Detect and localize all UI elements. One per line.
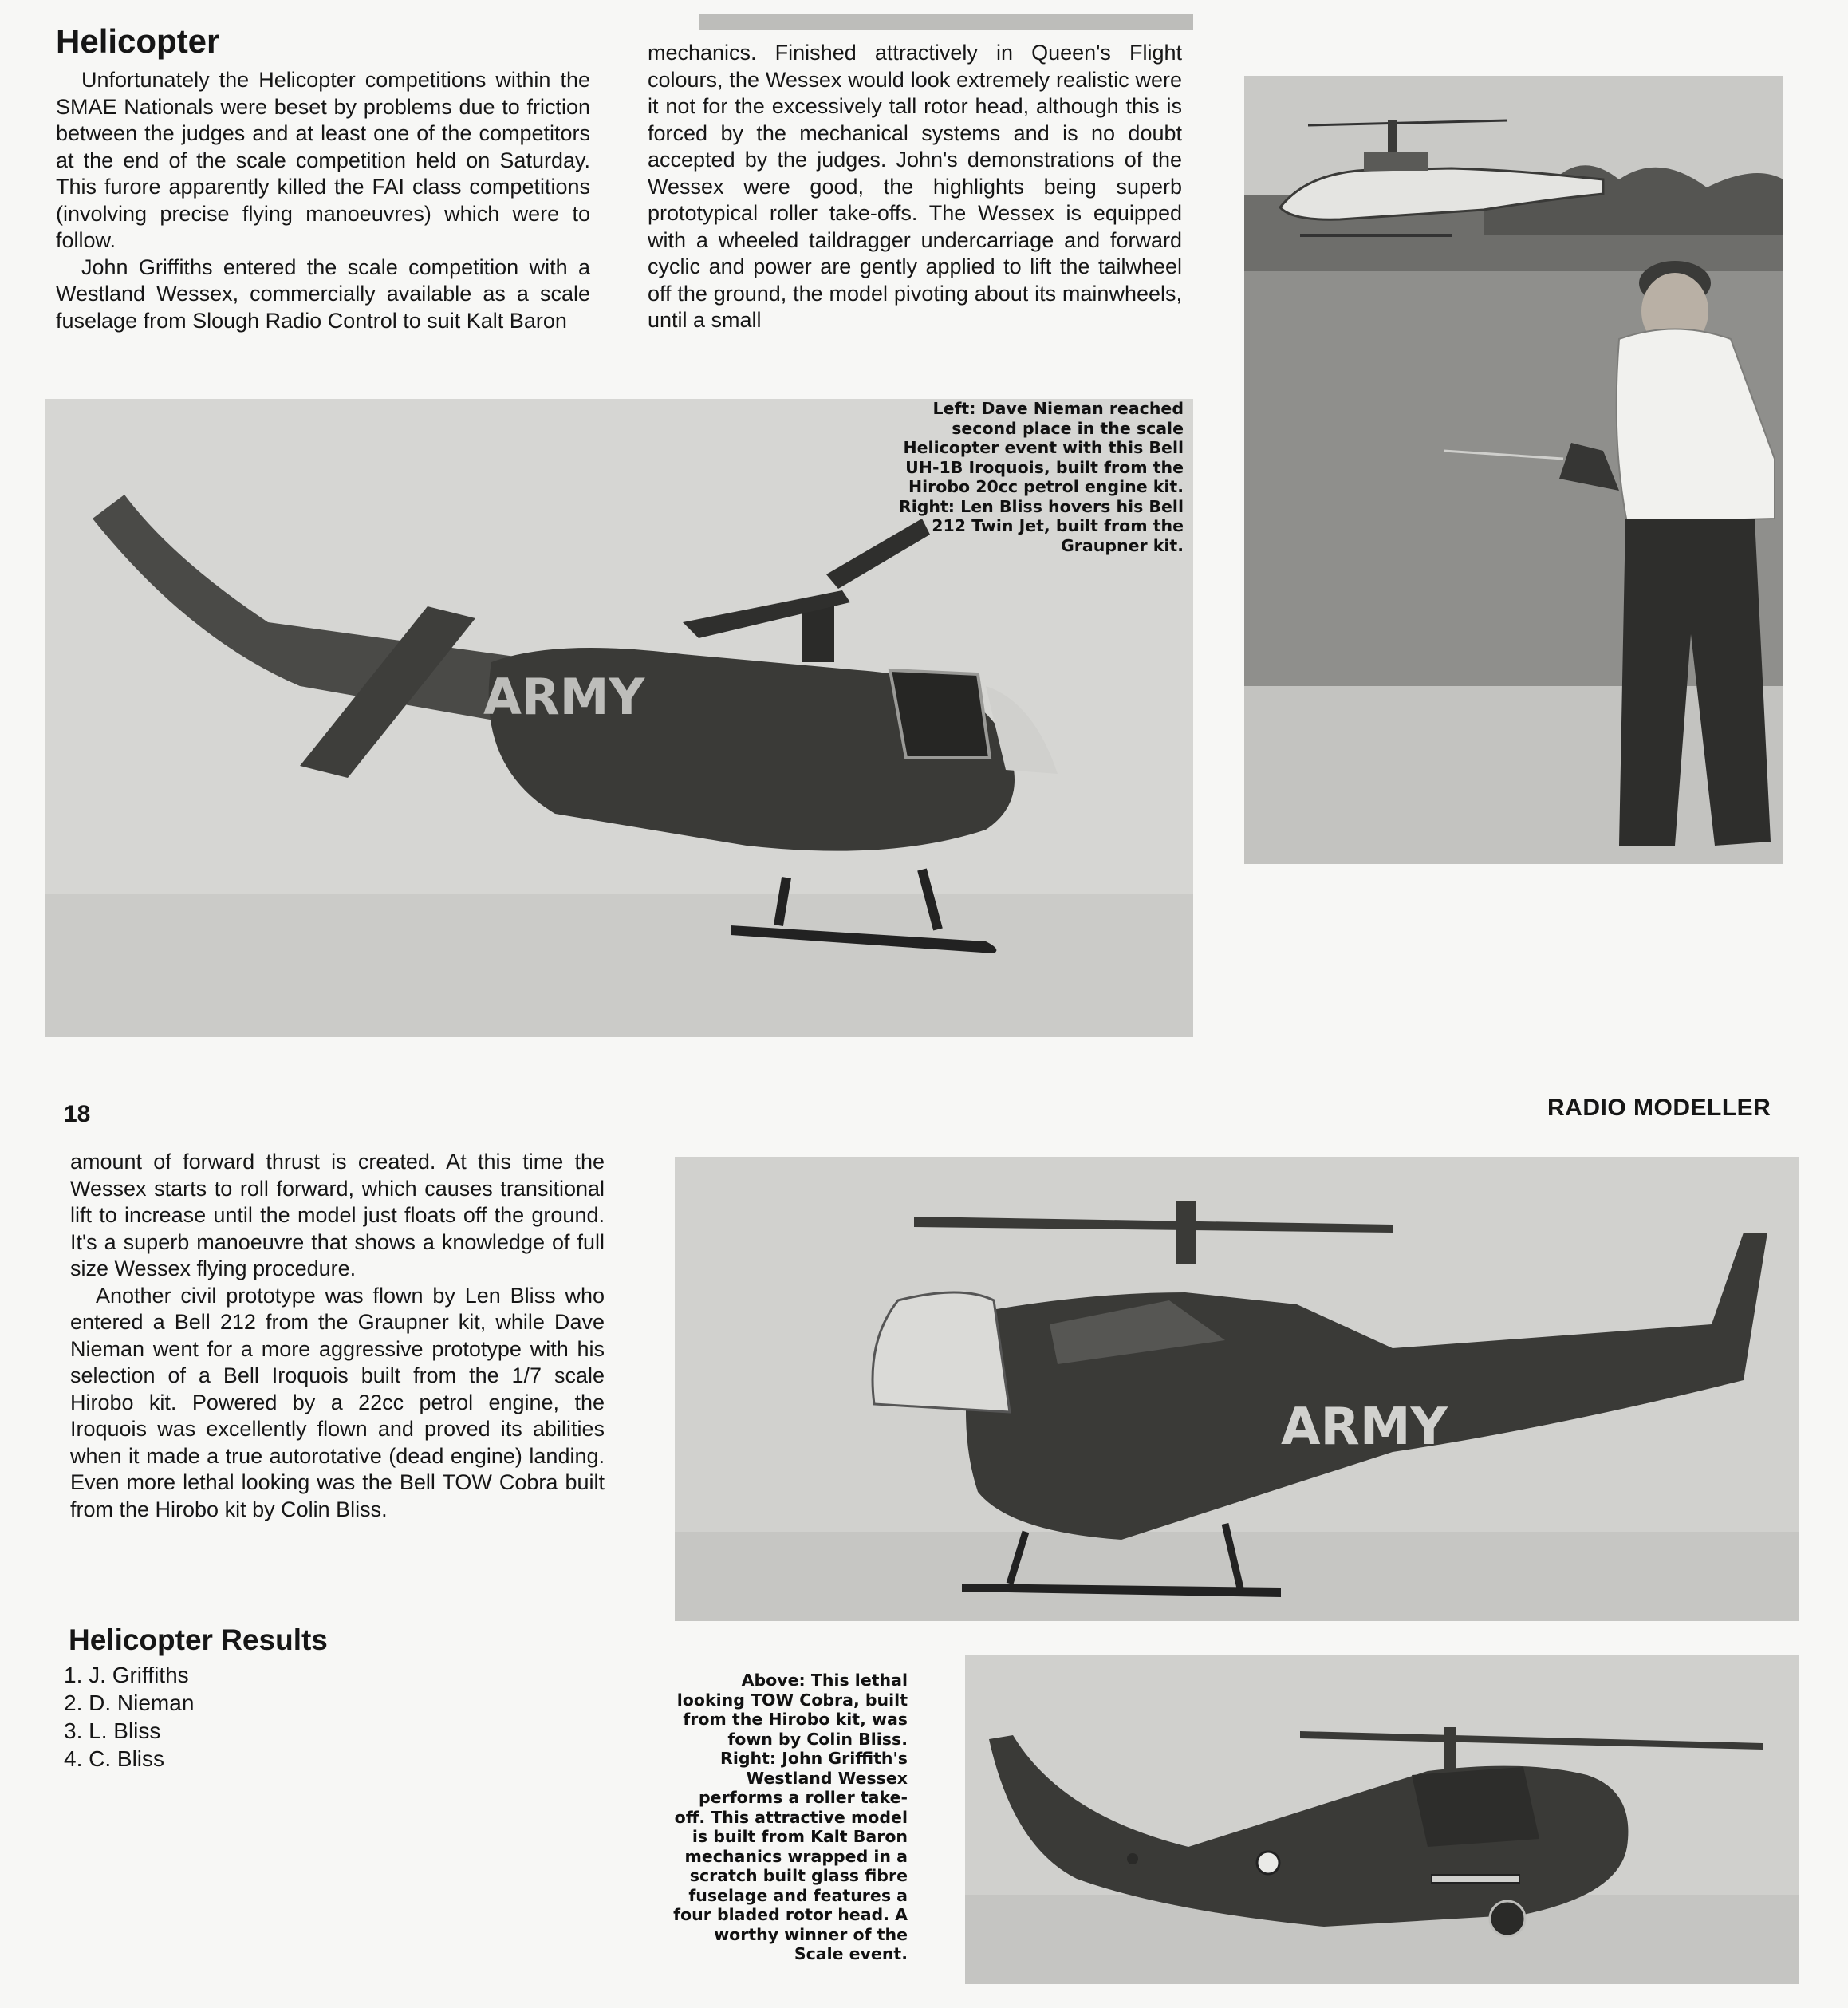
article-column-2 (648, 40, 1182, 334)
photo-tow-cobra (675, 1157, 1799, 1621)
magazine-title: RADIO MODELLER (1547, 1095, 1771, 1121)
result-item: 3. L. Bliss (64, 1718, 161, 1743)
article-column-1 (56, 67, 590, 334)
results-list (64, 1661, 194, 1773)
caption-top: Left: Dave Nieman reached second place in the scale Helicopter event with this Bell UH-1B Iroquois, built from the Hirobo 20cc petrol engine kit. Right: Len Bliss hovers his Bell 212 Twin Jet, built from the Graupner kit. (898, 399, 1184, 555)
result-item: 2. D. Nieman (64, 1690, 195, 1715)
photo-bell-212-pilot (1244, 76, 1783, 864)
photo-wessex-image (965, 1655, 1799, 1984)
paragraph: mechanics. Finished attractively in Queen's Flight colours, the Wessex would look extremely realistic were it not for the excessively tall rotor head, although this is forced by the mechanical systems and is no doubt accepted by the judges. John's demonstrations of the Wessex were good, the highlights being superb prototypical roller take-offs. The Wessex is equipped with a wheeled taildragger undercarriage and forward cyclic and power are gently applied to lift the tailwheel off the ground, the model pivoting about its mainwheels, until a small (648, 41, 1182, 332)
paragraph: Unfortunately the Helicopter competitions within the SMAE Nationals were beset by problems due to friction between the judges and at least one of the competitors at the end of the scale competition held on Saturday. This furore apparently killed the FAI class competitions (involving precise flying manoeuvres) which were to follow. (56, 68, 590, 252)
caption-bottom: Above: This lethal looking TOW Cobra, built from the Hirobo kit, was fown by Colin Bliss. Right: John Griffith's Westland Wessex performs a roller take-off. This attractive model is built from Kalt Baron mechanics wrapped in a scratch built glass fibre fuselage and features a four bladed rotor head. A worthy winner of the Scale event. (673, 1671, 908, 1963)
photo-westland-wessex (965, 1655, 1799, 1984)
paragraph: John Griffiths entered the scale competition with a Westland Wessex, commercially available as a scale fuselage from Slough Radio Control to suit Kalt Baron (56, 254, 590, 333)
photo-strip-top (699, 14, 1193, 30)
paragraph: Another civil prototype was flown by Len Bliss who entered a Bell 212 from the Graupner kit, while Dave Nieman went for a more aggressive prototype with his selection of a Bell Iroquois built from the 1/7 scale Hirobo kit. Powered by a 22cc petrol engine, the Iroquois was excellently flown and proved its abilities when it made a true autorotative (dead engine) landing. Even more lethal looking was the Bell TOW Cobra built from the Hirobo kit by Colin Bliss. (70, 1283, 605, 1521)
army-marking-iroquois: ARMY (483, 668, 645, 726)
army-marking-cobra: ARMY (1281, 1398, 1448, 1457)
paragraph: amount of forward thrust is created. At this time the Wessex starts to roll forward, which causes transitional lift to increase until the model just floats off the ground. It's a superb manoeuvre that shows a knowledge of full size Wessex flying procedure. (70, 1150, 605, 1280)
photo-tow-cobra-image (675, 1157, 1799, 1621)
results-heading: Helicopter Results (69, 1623, 328, 1656)
photo-bell-212-image (1244, 76, 1783, 864)
page-number: 18 (64, 1101, 91, 1127)
result-item: 1. J. Griffiths (64, 1663, 189, 1687)
article-heading: Helicopter (56, 22, 220, 60)
article-column-3 (70, 1149, 605, 1523)
result-item: 4. C. Bliss (64, 1746, 165, 1771)
